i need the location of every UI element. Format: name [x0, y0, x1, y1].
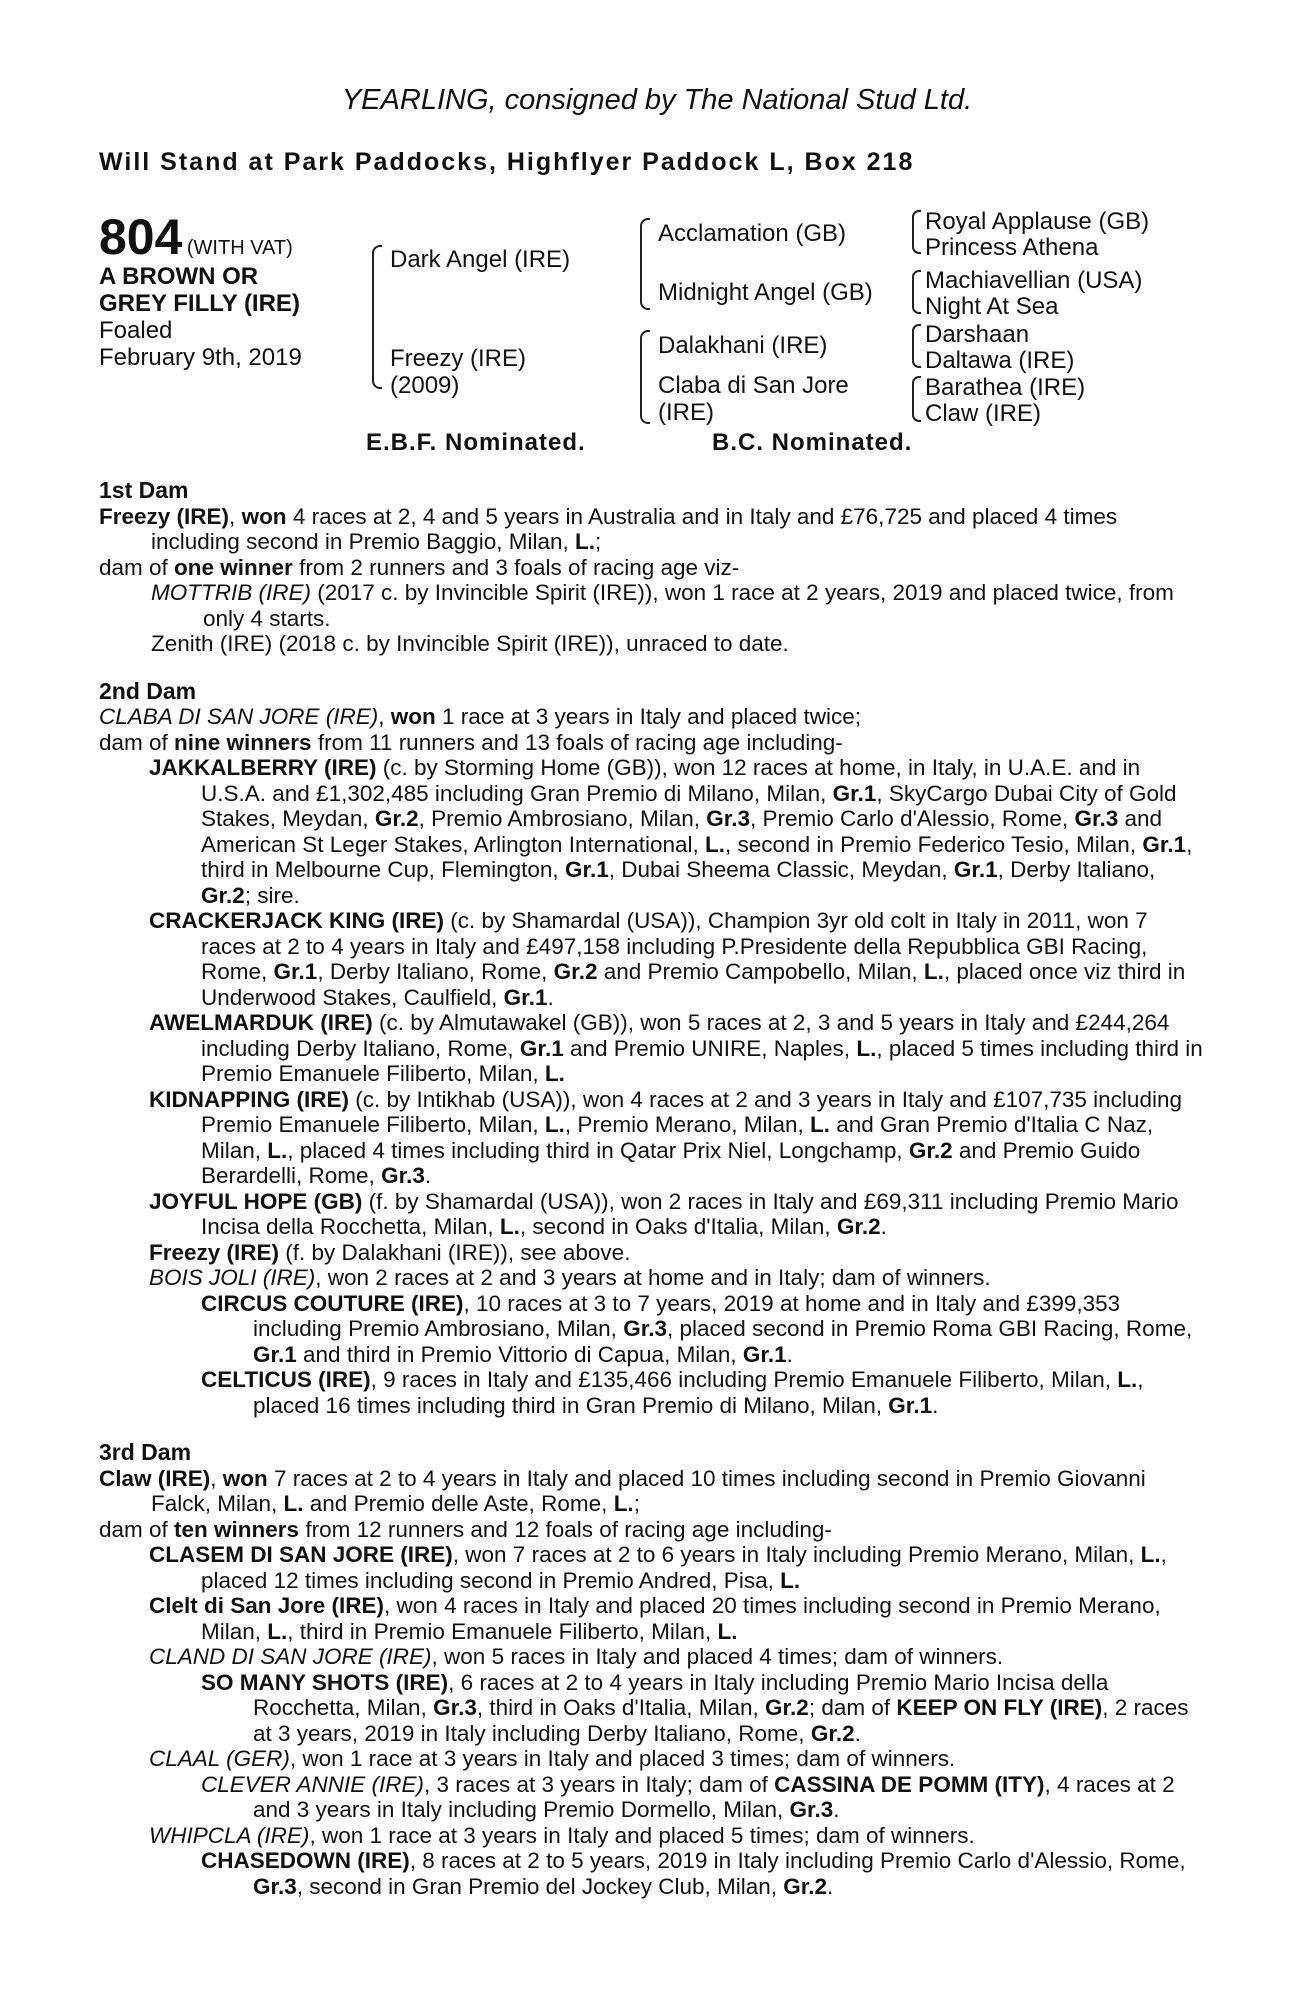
third-dam-line: Claw (IRE), won 7 races at 2 to 4 years in Italy and placed 10 times including second in Premio Giovanni Falck, Milan, L. and Premio delle Aste, Rome, L.;	[99, 1465, 1146, 1516]
lot-header	[99, 208, 293, 266]
progeny-entry: Freezy (IRE) (f. by Dalakhani (IRE)), see above.	[149, 1239, 631, 1265]
third-dam-heading: 3rd Dam	[99, 1439, 192, 1465]
progeny-entry: KIDNAPPING (IRE) (c. by Intikhab (USA)), won 4 races at 2 and 3 years in Italy and £107,735 including Premio Emanuele Filiberto, Milan, L., Premio Merano, Milan, L. and Gran Premio d'Italia C Naz, Milan, L., placed 4 times including third in Qatar Prix Niel, Longchamp, Gr.2 and Premio Guido Berardelli, Rome, Gr.3.	[149, 1086, 1182, 1188]
pedigree-brace	[640, 330, 650, 424]
progeny-entry: Zenith (IRE) (2018 c. by Invincible Spirit (IRE)), unraced to date.	[151, 631, 789, 656]
dam-grandsire-sire: Darshaan	[925, 321, 1030, 348]
progeny-entry: BOIS JOLI (IRE), won 2 races at 2 and 3 years at home and in Italy; dam of winners.	[149, 1265, 991, 1290]
progeny-entry: SO MANY SHOTS (IRE), 6 races at 2 to 4 years in Italy including Premio Mario Incisa della Rocchetta, Milan, Gr.3, third in Oaks d'Italia, Milan, Gr.2; dam of KEEP ON FLY (IRE), 2 races at 3 years, 2019 in Italy including Derby Italiano, Rome, Gr.2.	[201, 1669, 1189, 1746]
progeny-entry: CRACKERJACK KING (IRE) (c. by Shamardal (USA)), Champion 3yr old colt in Italy in 2011, won 7 races at 2 to 4 years in Italy and £497,158 including P.Presidente della Repubblica GBI Racing, Rome, Gr.1, Derby Italiano, Rome, Gr.2 and Premio Campobello, Milan, L., placed once viz third in Underwood Stakes, Caulfield, Gr.1.	[149, 908, 1186, 1010]
produce-record	[99, 478, 1204, 1921]
progeny-entry: Clelt di San Jore (IRE), won 4 races in Italy and placed 20 times including second in Premio Merano, Milan, L., third in Premio Emanuele Filiberto, Milan, L.	[149, 1593, 1161, 1644]
horse-name-line1: A BROWN OR	[99, 263, 259, 290]
progeny-entry: CLEVER ANNIE (IRE), 3 races at 3 years in Italy; dam of CASSINA DE POMM (ITY), 4 races at 2 and 3 years in Italy including Premio Dormello, Milan, Gr.3.	[201, 1771, 1175, 1822]
second-dam-section	[99, 679, 1204, 1419]
first-dam-summary: dam of one winner from 2 runners and 3 foals of racing age viz-	[99, 554, 740, 580]
progeny-entry: CIRCUS COUTURE (IRE), 10 races at 3 to 7 years, 2019 at home and in Italy and £399,353 including Premio Ambrosiano, Milan, Gr.3, placed second in Premio Roma GBI Racing, Rome, Gr.1 and third in Premio Vittorio di Capua, Milan, Gr.1.	[201, 1290, 1193, 1367]
dam-granddam-dam: Claw (IRE)	[925, 400, 1042, 427]
progeny-entry: WHIPCLA (IRE), won 1 race at 3 years in Italy and placed 5 times; dam of winners.	[149, 1822, 975, 1848]
dam-grandsire-dam: Daltawa (IRE)	[925, 347, 1075, 374]
horse-name-line2: GREY FILLY (IRE)	[99, 290, 300, 317]
progeny-entry: AWELMARDUK (IRE) (c. by Almutawakel (GB)), won 5 races at 2, 3 and 5 years in Italy and £244,264 including Derby Italiano, Rome, Gr.1 and Premio UNIRE, Naples, L., placed 5 times including third in Premio Emanuele Filiberto, Milan, L.	[149, 1010, 1203, 1086]
dam-year: (2009)	[390, 372, 460, 399]
lot-number: 804	[99, 209, 183, 265]
pedigree-brace	[640, 218, 650, 310]
grandsire-sire: Royal Applause (GB)	[925, 208, 1150, 235]
dam-sire: Dalakhani (IRE)	[658, 332, 828, 359]
third-dam-section	[99, 1440, 1204, 1899]
granddam-dam: Night At Sea	[925, 293, 1059, 320]
progeny-entry: JOYFUL HOPE (GB) (f. by Shamardal (USA)), won 2 races in Italy and £69,311 including Premio Mario Incisa della Rocchetta, Milan, L., second in Oaks d'Italia, Milan, Gr.2.	[149, 1188, 1179, 1239]
progeny-entry: CLAND DI SAN JORE (IRE), won 5 races in Italy and placed 4 times; dam of winners.	[149, 1644, 1004, 1669]
first-dam-section	[99, 478, 1204, 657]
sire-dam: Midnight Angel (GB)	[658, 279, 873, 306]
ebf-nomination: E.B.F. Nominated.	[366, 429, 586, 456]
progeny-entry: CLASEM DI SAN JORE (IRE), won 7 races at 2 to 6 years in Italy including Premio Merano, Milan, L., placed 12 times including second in Premio Andred, Pisa, L.	[149, 1542, 1167, 1593]
consignment-line: YEARLING, consigned by The National Stud Ltd.	[341, 84, 973, 116]
sire-sire: Acclamation (GB)	[658, 220, 847, 247]
second-dam-line: CLABA DI SAN JORE (IRE), won 1 race at 3 years in Italy and placed twice;	[99, 704, 861, 729]
dam: Freezy (IRE)	[390, 345, 527, 372]
foaled-label: Foaled	[99, 317, 173, 344]
sire: Dark Angel (IRE)	[390, 246, 571, 273]
bc-nomination: B.C. Nominated.	[712, 429, 913, 456]
dam-dam-suffix: (IRE)	[658, 399, 714, 426]
progeny-entry: JAKKALBERRY (IRE) (c. by Storming Home (GB)), won 12 races at home, in Italy, in U.A.E. and in U.S.A. and £1,302,485 including Gran Premio di Milano, Milan, Gr.1, SkyCargo Dubai City of Gold Stakes, Meydan, Gr.2, Premio Ambrosiano, Milan, Gr.3, Premio Carlo d'Alessio, Rome, Gr.3 and American St Leger Stakes, Arlington International, L., second in Premio Federico Tesio, Milan, Gr.1, third in Melbourne Cup, Flemington, Gr.1, Dubai Sheema Classic, Meydan, Gr.1, Derby Italiano, Gr.2; sire.	[149, 755, 1193, 908]
vat-label: (WITH VAT)	[186, 237, 293, 259]
progeny-entry: CHASEDOWN (IRE), 8 races at 2 to 5 years, 2019 in Italy including Premio Carlo d'Alessio, Rome, Gr.3, second in Gran Premio del Jockey Club, Milan, Gr.2.	[201, 1848, 1186, 1899]
foaled-date: February 9th, 2019	[99, 344, 302, 371]
pedigree-brace	[912, 324, 921, 368]
pedigree-brace	[912, 210, 921, 254]
dam-granddam-sire: Barathea (IRE)	[925, 374, 1086, 401]
third-dam-summary: dam of ten winners from 12 runners and 12 foals of racing age including-	[99, 1516, 832, 1542]
progeny-entry: MOTTRIB (IRE) (2017 c. by Invincible Spirit (IRE)), won 1 race at 2 years, 2019 and placed twice, from only 4 starts.	[151, 580, 1174, 631]
pedigree-brace	[372, 245, 382, 389]
progeny-entry: CELTICUS (IRE), 9 races in Italy and £135,466 including Premio Emanuele Filiberto, Milan, L., placed 16 times including third in Gran Premio di Milano, Milan, Gr.1.	[201, 1367, 1144, 1418]
second-dam-heading: 2nd Dam	[99, 677, 197, 704]
horse-name: Freezy (IRE)	[99, 503, 230, 529]
pedigree-brace	[912, 270, 921, 314]
first-dam-line: Freezy (IRE), won 4 races at 2, 4 and 5 years in Australia and in Italy and £76,725 and placed 4 times including second in Premio Baggio, Milan, L.;	[99, 503, 1118, 554]
pedigree-brace	[912, 376, 921, 422]
progeny-entry: CLAAL (GER), won 1 race at 3 years in Italy and placed 3 times; dam of winners.	[149, 1746, 956, 1771]
second-dam-summary: dam of nine winners from 11 runners and 13 foals of racing age including-	[99, 729, 843, 755]
horse-description	[99, 263, 302, 371]
granddam-sire: Machiavellian (USA)	[925, 267, 1143, 294]
dam-dam: Claba di San Jore	[658, 372, 849, 399]
grandsire-dam: Princess Athena	[925, 234, 1099, 261]
stand-location: Will Stand at Park Paddocks, Highflyer Paddock L, Box 218	[99, 148, 915, 176]
first-dam-heading: 1st Dam	[99, 477, 189, 503]
